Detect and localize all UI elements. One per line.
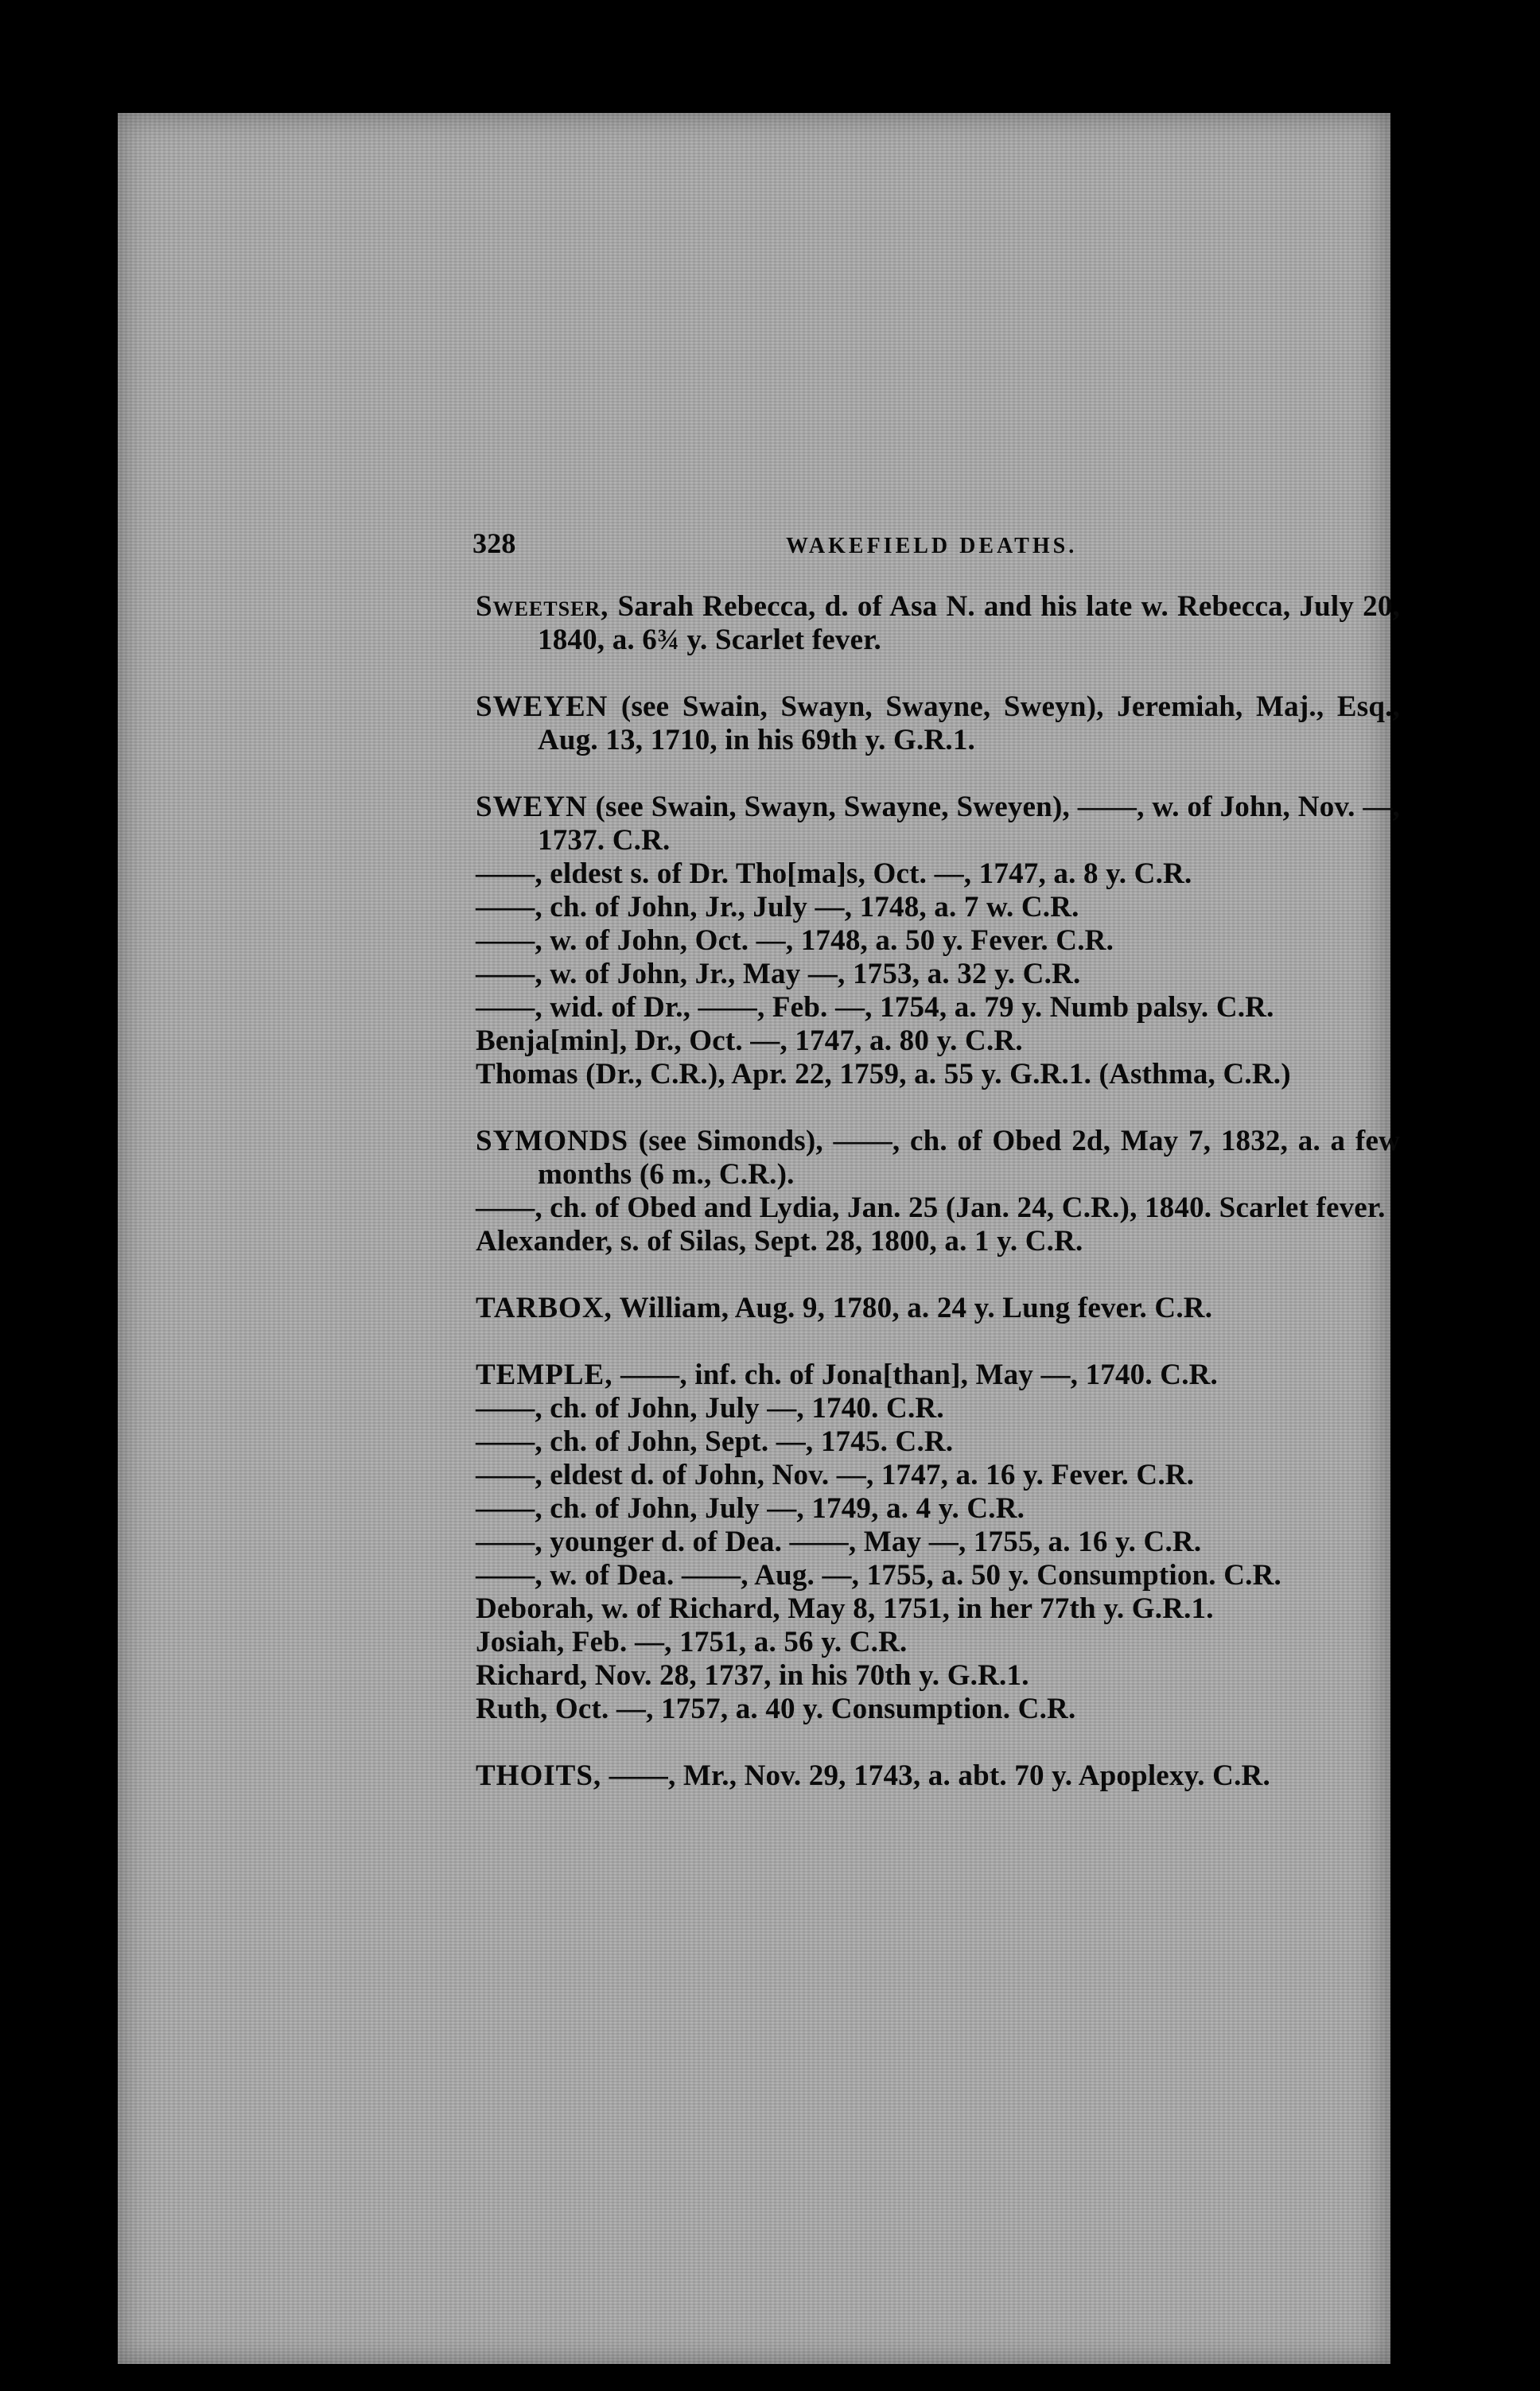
- death-entry: [476, 1592, 1400, 1626]
- record-group: [476, 1292, 1400, 1325]
- entry-text: (see Simonds), ——, ch. of Obed 2d, May 7, 1832, a. a few months (6 m., C.R.).: [538, 1125, 1400, 1191]
- record-group: [476, 590, 1400, 657]
- record-group: [476, 1359, 1400, 1726]
- death-entry: [476, 1459, 1400, 1492]
- entry-text: Ruth, Oct. —, 1757, a. 40 y. Consumption. C.R.: [476, 1693, 1076, 1725]
- death-entry: [476, 1425, 1400, 1459]
- entry-text: ——, wid. of Dr., ——, Feb. —, 1754, a. 79 y. Numb palsy. C.R.: [476, 991, 1274, 1024]
- entry-text: Alexander, s. of Silas, Sept. 28, 1800, a. 1 y. C.R.: [476, 1225, 1083, 1258]
- record-group: [476, 791, 1400, 1091]
- death-entry: [476, 958, 1400, 991]
- page-header: [472, 527, 1400, 560]
- running-head: WAKEFIELD DEATHS.: [786, 534, 1078, 558]
- death-records: [476, 590, 1400, 1793]
- entry-text: Richard, Nov. 28, 1737, in his 70th y. G.R.1.: [476, 1659, 1029, 1692]
- death-entry: [476, 1693, 1400, 1726]
- entry-text: ——, younger d. of Dea. ——, May —, 1755, a. 16 y. C.R.: [476, 1526, 1202, 1558]
- death-entry: [476, 1626, 1400, 1659]
- entry-text: ——, ch. of John, Jr., July —, 1748, a. 7 w. C.R.: [476, 891, 1079, 923]
- entry-text: ——, eldest s. of Dr. Tho[ma]s, Oct. —, 1747, a. 8 y. C.R.: [476, 857, 1192, 890]
- death-entry: [476, 991, 1400, 1024]
- death-entry: [476, 1125, 1400, 1192]
- surname-heading: THOITS,: [476, 1759, 602, 1792]
- entry-text: Thomas (Dr., C.R.), Apr. 22, 1759, a. 55 y. G.R.1. (Asthma, C.R.): [476, 1058, 1291, 1091]
- death-entry: [476, 1225, 1400, 1258]
- entry-text: ——, eldest d. of John, Nov. —, 1747, a. 16 y. Fever. C.R.: [476, 1459, 1195, 1491]
- record-group: [476, 690, 1400, 757]
- record-group: [476, 1125, 1400, 1258]
- death-entry: [476, 1024, 1400, 1058]
- death-entry: [476, 1058, 1400, 1091]
- entry-text: ——, w. of Dea. ——, Aug. —, 1755, a. 50 y. Consumption. C.R.: [476, 1559, 1281, 1592]
- death-entry: [476, 1359, 1400, 1392]
- death-entry: [476, 1559, 1400, 1592]
- entry-text: (see Swain, Swayn, Swayne, Sweyn), Jeremiah, Maj., Esq., Aug. 13, 1710, in his 69th y. G.R.1.: [538, 690, 1400, 756]
- death-entry: [476, 891, 1400, 924]
- death-entry: [476, 690, 1400, 757]
- death-entry: [476, 590, 1400, 657]
- entry-text: ——, w. of John, Jr., May —, 1753, a. 32 y. C.R.: [476, 958, 1081, 990]
- entry-text: (see Swain, Swayn, Swayne, Sweyen), ——, w. of John, Nov. —, 1737. C.R.: [538, 791, 1400, 857]
- surname-heading: SWEYN: [476, 791, 588, 823]
- entry-text: ——, ch. of Obed and Lydia, Jan. 25 (Jan. 24, C.R.), 1840. Scarlet fever.: [476, 1192, 1386, 1224]
- death-entry: [476, 1292, 1400, 1325]
- death-entry: [476, 924, 1400, 958]
- entry-text: ——, Mr., Nov. 29, 1743, a. abt. 70 y. Apoplexy. C.R.: [601, 1759, 1270, 1792]
- entry-text: Deborah, w. of Richard, May 8, 1751, in her 77th y. G.R.1.: [476, 1592, 1214, 1625]
- death-entry: [476, 1492, 1400, 1526]
- surname-heading: SYMONDS: [476, 1125, 629, 1157]
- page-content: [472, 527, 1400, 1826]
- surname-heading: Sweetser,: [476, 590, 609, 623]
- death-entry: [476, 1659, 1400, 1693]
- death-entry: [476, 1759, 1400, 1793]
- surname-heading: SWEYEN: [476, 690, 609, 723]
- entry-text: ——, ch. of John, July —, 1740. C.R.: [476, 1392, 944, 1425]
- surname-heading: TEMPLE,: [476, 1359, 613, 1391]
- death-entry: [476, 791, 1400, 857]
- death-entry: [476, 857, 1400, 891]
- death-entry: [476, 1392, 1400, 1425]
- book-page: [118, 113, 1400, 2364]
- entry-text: William, Aug. 9, 1780, a. 24 y. Lung fever. C.R.: [612, 1292, 1213, 1324]
- entry-text: Josiah, Feb. —, 1751, a. 56 y. C.R.: [476, 1626, 908, 1658]
- entry-text: Sarah Rebecca, d. of Asa N. and his late w. Rebecca, July 20, 1840, a. 6¾ y. Scarlet fever.: [538, 590, 1400, 656]
- entry-text: ——, ch. of John, July —, 1749, a. 4 y. C.R.: [476, 1492, 1025, 1525]
- death-entry: [476, 1192, 1400, 1225]
- surname-heading: TARBOX,: [476, 1292, 612, 1324]
- entry-text: ——, w. of John, Oct. —, 1748, a. 50 y. Fever. C.R.: [476, 924, 1114, 957]
- entry-text: Benja[min], Dr., Oct. —, 1747, a. 80 y. C.R.: [476, 1024, 1023, 1057]
- entry-text: ——, ch. of John, Sept. —, 1745. C.R.: [476, 1425, 954, 1458]
- entry-text: ——, inf. ch. of Jona[than], May —, 1740. C.R.: [612, 1359, 1219, 1391]
- record-group: [476, 1759, 1400, 1793]
- page-number: 328: [472, 527, 516, 559]
- death-entry: [476, 1526, 1400, 1559]
